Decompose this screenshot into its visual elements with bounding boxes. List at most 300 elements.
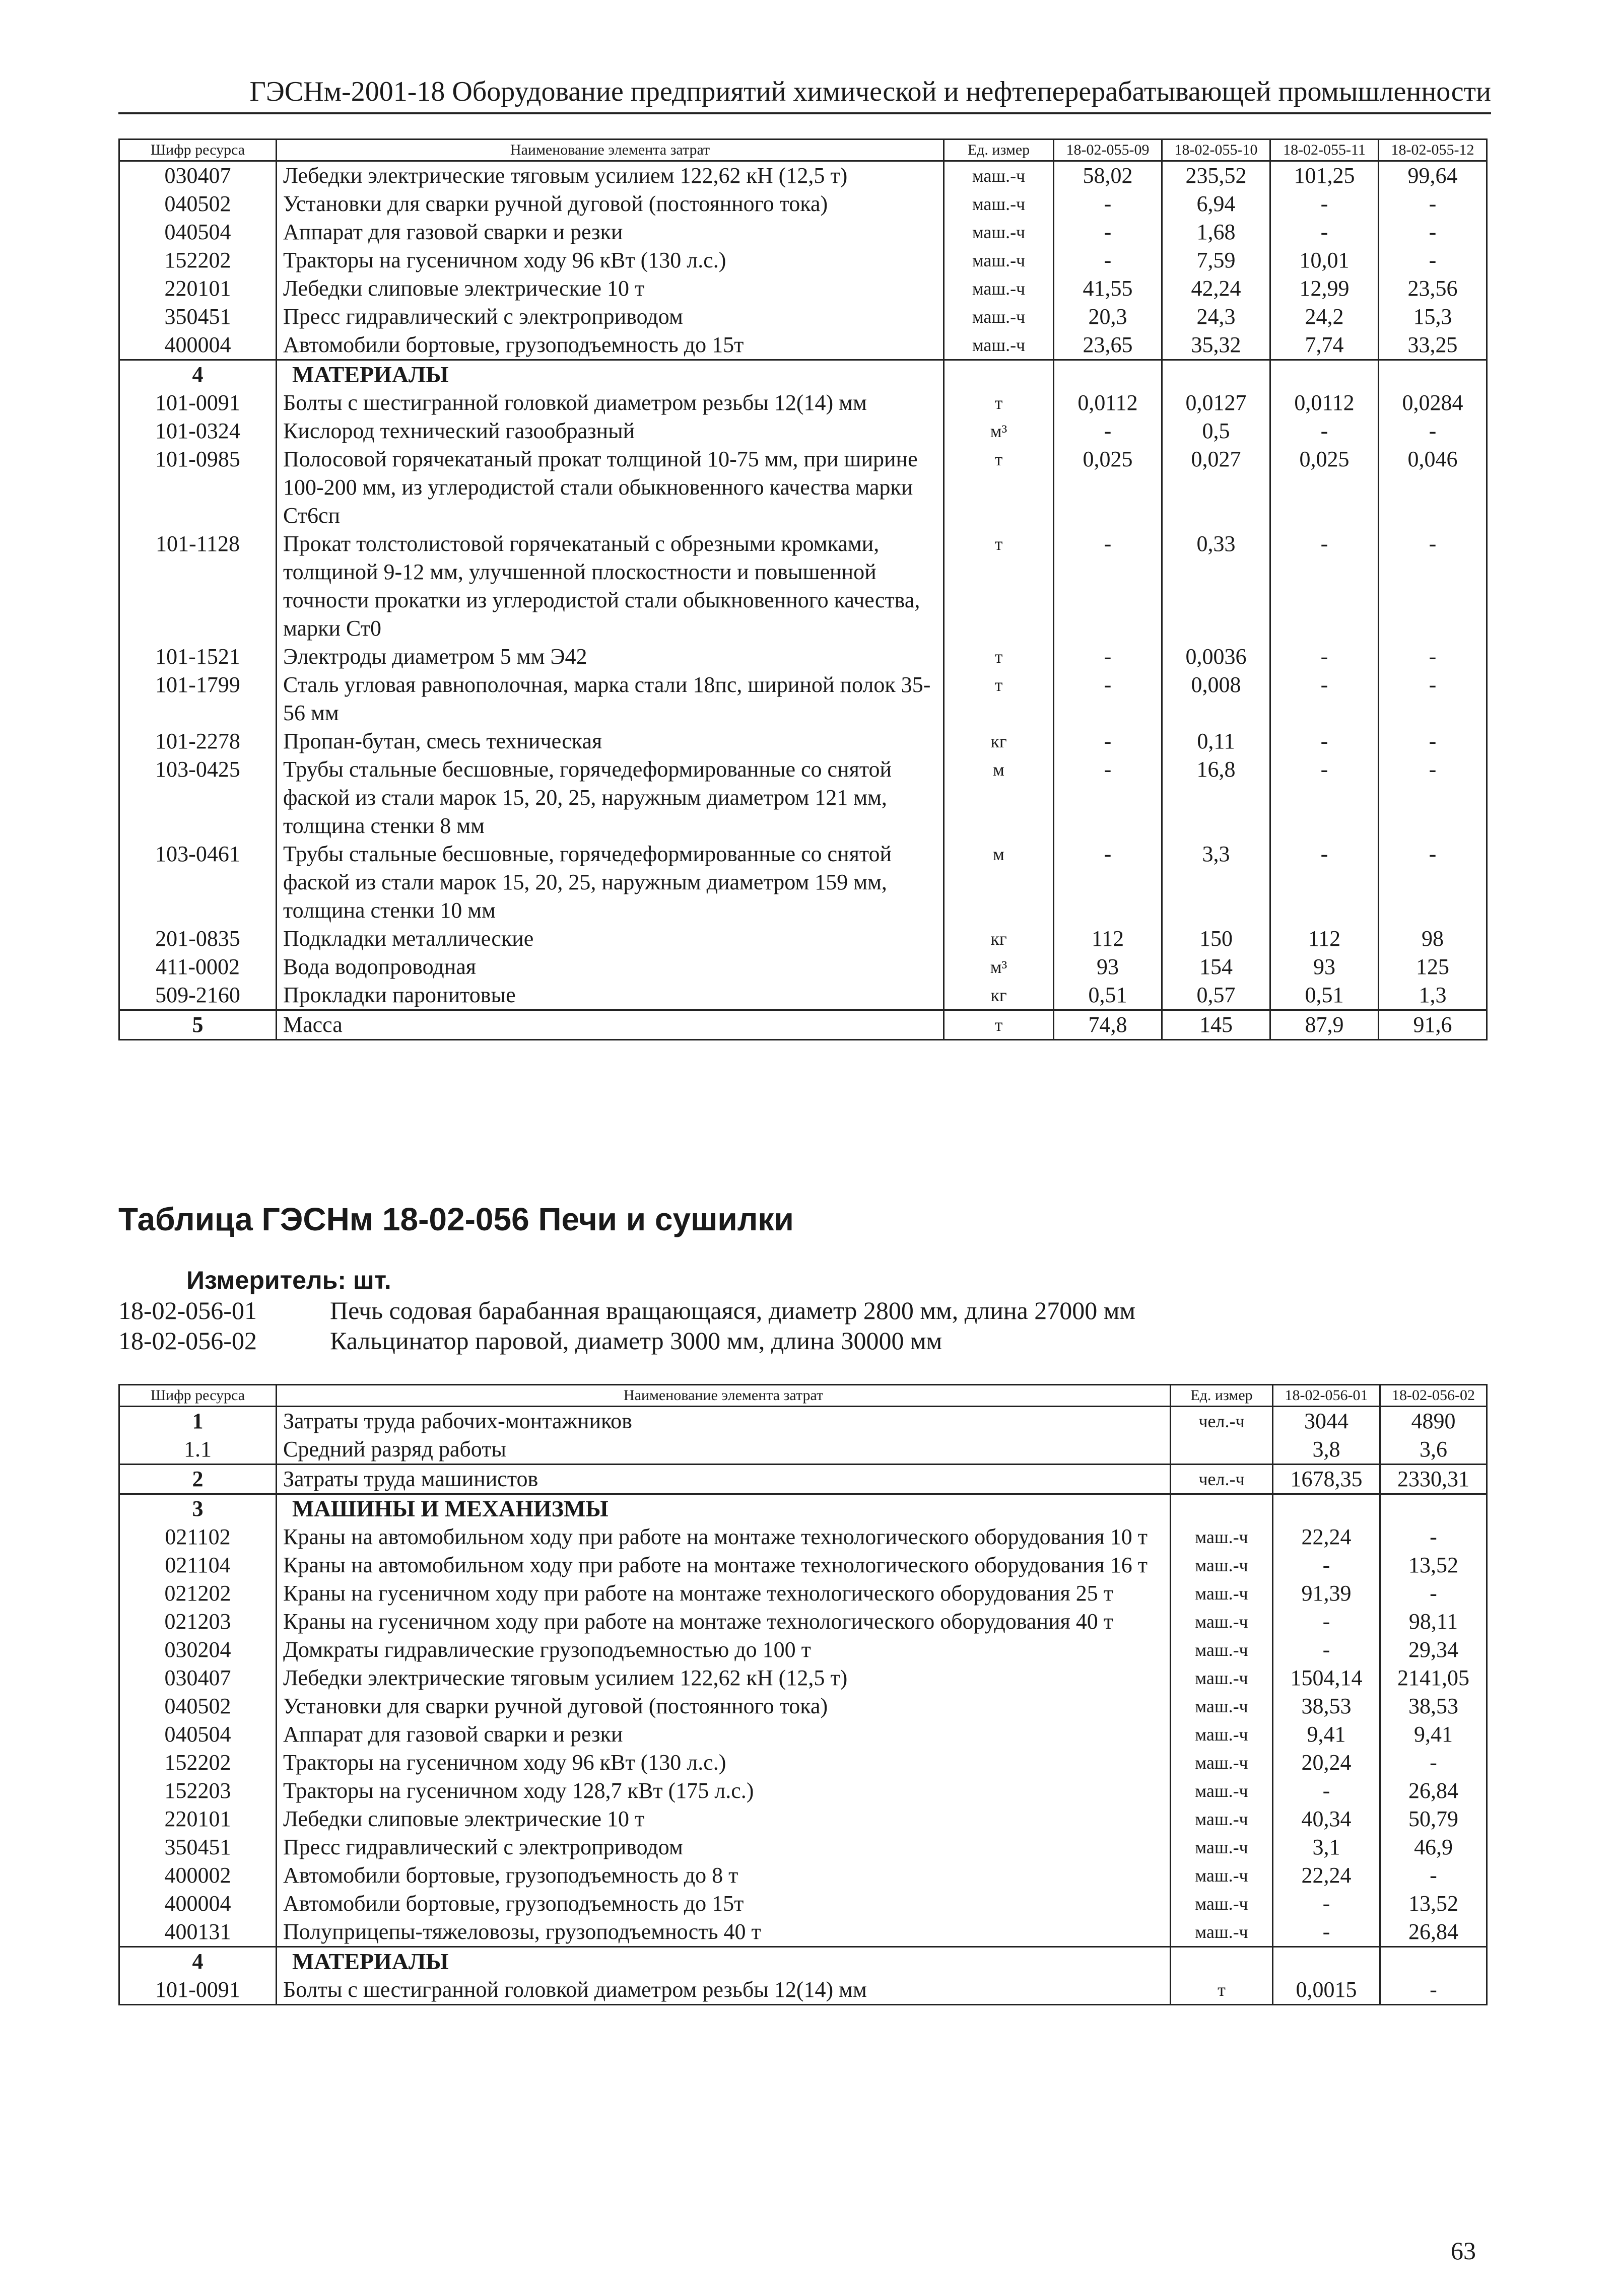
resource-name: Электроды диаметром 5 мм Э42 <box>277 643 944 671</box>
value-cell: - <box>1379 840 1487 925</box>
page-number: 63 <box>1451 2237 1476 2265</box>
resource-code: 152203 <box>119 1777 277 1805</box>
resource-name: Подкладки металлические <box>277 925 944 953</box>
resource-name: Аппарат для газовой сварки и резки <box>277 1720 1171 1749</box>
table-row <box>119 727 1487 755</box>
value-cell: - <box>1054 840 1162 925</box>
unit-cell: маш.-ч <box>1171 1777 1273 1805</box>
value-cell: 1678,35 <box>1273 1465 1380 1494</box>
resource-name: Сталь угловая равнополочная, марка стали 18пс, шириной полок 35-56 мм <box>277 671 944 727</box>
value-cell: - <box>1379 671 1487 727</box>
value-cell: - <box>1379 190 1487 218</box>
unit-cell: маш.-ч <box>944 331 1054 360</box>
resource-code: 220101 <box>119 274 277 303</box>
resource-code: 021202 <box>119 1579 277 1608</box>
unit-cell: м <box>944 840 1054 925</box>
value-cell: 3,6 <box>1380 1435 1487 1465</box>
value-cell: - <box>1270 840 1379 925</box>
value-cell: 0,046 <box>1379 445 1487 530</box>
resource-name: Трубы стальные бесшовные, горячедеформированные со снятой фаской из стали марок 15, 20, 25, наружным диаметром 121 мм, толщина стенки 8 мм <box>277 755 944 840</box>
resource-code: 030204 <box>119 1636 277 1664</box>
table-header-row <box>119 1385 1487 1407</box>
resource-name: Болты с шестигранной головкой диаметром резьбы 12(14) мм <box>277 1976 1171 2005</box>
value-cell: - <box>1379 417 1487 445</box>
resource-code: 350451 <box>119 1833 277 1861</box>
unit-cell: маш.-ч <box>1171 1664 1273 1692</box>
resource-name: Автомобили бортовые, грузоподъемность до 15т <box>277 1890 1171 1918</box>
unit-cell: м³ <box>944 953 1054 981</box>
value-cell: - <box>1054 417 1162 445</box>
section-row <box>119 1465 1487 1494</box>
resource-code: 1 <box>119 1407 277 1436</box>
unit-cell: маш.-ч <box>1171 1833 1273 1861</box>
table-row <box>119 671 1487 727</box>
value-cell: 1,68 <box>1162 218 1270 246</box>
section-row <box>119 1010 1487 1040</box>
table-row <box>119 1435 1487 1465</box>
resource-name: Болты с шестигранной головкой диаметром резьбы 12(14) мм <box>277 389 944 417</box>
value-cell: 22,24 <box>1273 1861 1380 1890</box>
header-rule <box>118 112 1491 114</box>
resource-code: 101-0324 <box>119 417 277 445</box>
resource-code: 101-0091 <box>119 1976 277 2005</box>
unit-cell: чел.-ч <box>1171 1465 1273 1494</box>
resource-code: 103-0461 <box>119 840 277 925</box>
table-row <box>119 331 1487 360</box>
unit-cell: т <box>944 643 1054 671</box>
table-header-row <box>119 140 1487 161</box>
value-cell: 9,41 <box>1273 1720 1380 1749</box>
value-cell: - <box>1270 190 1379 218</box>
value-cell <box>1273 1947 1380 1976</box>
unit-cell: т <box>944 530 1054 643</box>
unit-cell: кг <box>944 981 1054 1010</box>
table-row <box>119 1918 1487 1947</box>
value-cell: 29,34 <box>1380 1636 1487 1664</box>
resource-code: 400131 <box>119 1918 277 1947</box>
value-cell: 50,79 <box>1380 1805 1487 1833</box>
unit-cell: маш.-ч <box>1171 1692 1273 1720</box>
unit-cell <box>1171 1435 1273 1465</box>
resource-name: Полуприцепы-тяжеловозы, грузоподъемность 40 т <box>277 1918 1171 1947</box>
unit-cell: м³ <box>944 417 1054 445</box>
value-cell: 6,94 <box>1162 190 1270 218</box>
resource-name: Краны на автомобильном ходу при работе на монтаже технологического оборудования 16 т <box>277 1551 1171 1579</box>
value-cell: 0,027 <box>1162 445 1270 530</box>
value-cell: 26,84 <box>1380 1777 1487 1805</box>
resource-code: 040502 <box>119 190 277 218</box>
value-cell: 24,3 <box>1162 303 1270 331</box>
unit-cell: маш.-ч <box>944 303 1054 331</box>
resource-code: 350451 <box>119 303 277 331</box>
unit-cell: маш.-ч <box>1171 1551 1273 1579</box>
value-cell: 0,0015 <box>1273 1976 1380 2005</box>
value-cell: 74,8 <box>1054 1010 1162 1040</box>
section-title: МАТЕРИАЛЫ <box>277 360 944 389</box>
value-cell: 12,99 <box>1270 274 1379 303</box>
resource-code: 4 <box>119 1947 277 1976</box>
value-cell: 0,008 <box>1162 671 1270 727</box>
column-header: Шифр ресурса <box>119 1385 277 1407</box>
value-cell: 13,52 <box>1380 1551 1487 1579</box>
value-cell: 0,11 <box>1162 727 1270 755</box>
table-row <box>119 981 1487 1010</box>
value-cell: - <box>1273 1918 1380 1947</box>
resource-code: 152202 <box>119 246 277 274</box>
value-cell: - <box>1380 1976 1487 2005</box>
value-cell: 40,34 <box>1273 1805 1380 1833</box>
value-cell: 58,02 <box>1054 161 1162 190</box>
variant-line <box>118 1296 1135 1325</box>
value-cell <box>1379 360 1487 389</box>
value-cell: - <box>1054 643 1162 671</box>
section-title: МАШИНЫ И МЕХАНИЗМЫ <box>277 1494 1171 1523</box>
resource-code: 2 <box>119 1465 277 1494</box>
unit-cell <box>1171 1494 1273 1523</box>
table-title: Таблица ГЭСНм 18-02-056 Печи и сушилки <box>118 1201 794 1237</box>
value-cell: 3044 <box>1273 1407 1380 1436</box>
value-cell: - <box>1273 1777 1380 1805</box>
unit-cell: маш.-ч <box>1171 1861 1273 1890</box>
value-cell: 9,41 <box>1380 1720 1487 1749</box>
resource-code: 400004 <box>119 1890 277 1918</box>
variant-code: 18-02-056-01 <box>118 1296 257 1325</box>
table-row <box>119 1664 1487 1692</box>
value-cell <box>1162 360 1270 389</box>
unit-cell: маш.-ч <box>1171 1636 1273 1664</box>
value-cell: - <box>1270 530 1379 643</box>
resource-name: Домкраты гидравлические грузоподъемностью до 100 т <box>277 1636 1171 1664</box>
resource-name: Краны на автомобильном ходу при работе на монтаже технологического оборудования 10 т <box>277 1523 1171 1551</box>
resource-name: Трубы стальные бесшовные, горячедеформированные со снятой фаской из стали марок 15, 20, 25, наружным диаметром 159 мм, толщина стенки 10 мм <box>277 840 944 925</box>
resource-code: 101-1128 <box>119 530 277 643</box>
table-row <box>119 1720 1487 1749</box>
resource-name: Установки для сварки ручной дуговой (постоянного тока) <box>277 190 944 218</box>
unit-cell: маш.-ч <box>1171 1608 1273 1636</box>
section-title: МАТЕРИАЛЫ <box>277 1947 1171 1976</box>
resource-name: Тракторы на гусеничном ходу 96 кВт (130 л.с.) <box>277 1749 1171 1777</box>
value-cell: - <box>1380 1523 1487 1551</box>
resource-code: 101-1799 <box>119 671 277 727</box>
unit-cell <box>1171 1947 1273 1976</box>
value-cell: - <box>1379 218 1487 246</box>
unit-cell: маш.-ч <box>1171 1749 1273 1777</box>
value-cell: 0,5 <box>1162 417 1270 445</box>
value-cell: - <box>1270 755 1379 840</box>
section-row <box>119 1947 1487 1976</box>
value-cell: 7,59 <box>1162 246 1270 274</box>
unit-cell: маш.-ч <box>1171 1918 1273 1947</box>
value-cell: 16,8 <box>1162 755 1270 840</box>
value-cell: 0,33 <box>1162 530 1270 643</box>
table-row <box>119 953 1487 981</box>
value-cell: 15,3 <box>1379 303 1487 331</box>
resource-name: Краны на гусеничном ходу при работе на монтаже технологического оборудования 25 т <box>277 1579 1171 1608</box>
value-cell: 0,0036 <box>1162 643 1270 671</box>
table-row <box>119 643 1487 671</box>
table-row <box>119 925 1487 953</box>
resource-name: Затраты труда машинистов <box>277 1465 1171 1494</box>
table-row <box>119 218 1487 246</box>
table-row <box>119 303 1487 331</box>
unit-cell: маш.-ч <box>944 218 1054 246</box>
unit-cell: маш.-ч <box>944 161 1054 190</box>
value-cell: - <box>1054 671 1162 727</box>
value-cell: 46,9 <box>1380 1833 1487 1861</box>
unit-cell: маш.-ч <box>1171 1805 1273 1833</box>
table-row <box>119 161 1487 190</box>
resource-code: 030407 <box>119 1664 277 1692</box>
value-cell: - <box>1379 530 1487 643</box>
unit-cell: маш.-ч <box>944 246 1054 274</box>
value-cell: 112 <box>1270 925 1379 953</box>
column-header: Шифр ресурса <box>119 140 277 161</box>
unit-cell: маш.-ч <box>944 274 1054 303</box>
resource-code: 040502 <box>119 1692 277 1720</box>
unit-cell: маш.-ч <box>1171 1579 1273 1608</box>
resource-table-056 <box>118 1384 1488 2005</box>
resource-table-055 <box>118 138 1488 1040</box>
resource-code: 021104 <box>119 1551 277 1579</box>
unit-cell <box>944 360 1054 389</box>
table-row <box>119 1861 1487 1890</box>
resource-name: Автомобили бортовые, грузоподъемность до 8 т <box>277 1861 1171 1890</box>
value-cell: 1,3 <box>1379 981 1487 1010</box>
table-row <box>119 755 1487 840</box>
resource-code: 152202 <box>119 1749 277 1777</box>
resource-code: 030407 <box>119 161 277 190</box>
value-cell: - <box>1273 1551 1380 1579</box>
value-cell: 145 <box>1162 1010 1270 1040</box>
unit-cell: т <box>944 389 1054 417</box>
value-cell: 93 <box>1054 953 1162 981</box>
resource-code: 103-0425 <box>119 755 277 840</box>
unit-cell: т <box>1171 1976 1273 2005</box>
value-cell: - <box>1270 417 1379 445</box>
value-cell: - <box>1380 1579 1487 1608</box>
value-cell: 0,0112 <box>1054 389 1162 417</box>
resource-code: 101-1521 <box>119 643 277 671</box>
unit-cell: кг <box>944 727 1054 755</box>
unit-cell: м <box>944 755 1054 840</box>
value-cell: 20,24 <box>1273 1749 1380 1777</box>
value-cell: 0,51 <box>1270 981 1379 1010</box>
resource-name: Автомобили бортовые, грузоподъемность до 15т <box>277 331 944 360</box>
table-row <box>119 1777 1487 1805</box>
unit-cell: маш.-ч <box>1171 1720 1273 1749</box>
resource-name: Кислород технический газообразный <box>277 417 944 445</box>
value-cell: - <box>1273 1636 1380 1664</box>
table-row <box>119 445 1487 530</box>
value-cell <box>1380 1947 1487 1976</box>
resource-code: 411-0002 <box>119 953 277 981</box>
table-row <box>119 1833 1487 1861</box>
resource-name: Лебедки слиповые электрические 10 т <box>277 1805 1171 1833</box>
unit-cell: т <box>944 1010 1054 1040</box>
resource-name: Пропан-бутан, смесь техническая <box>277 727 944 755</box>
value-cell: - <box>1054 530 1162 643</box>
value-cell: 150 <box>1162 925 1270 953</box>
section-row <box>119 1407 1487 1436</box>
value-cell: 10,01 <box>1270 246 1379 274</box>
resource-code: 040504 <box>119 1720 277 1749</box>
value-cell: - <box>1379 727 1487 755</box>
table-row <box>119 1805 1487 1833</box>
value-cell: 0,0112 <box>1270 389 1379 417</box>
column-header: Ед. измер <box>1171 1385 1273 1407</box>
value-cell <box>1380 1494 1487 1523</box>
value-cell: 112 <box>1054 925 1162 953</box>
resource-code: 101-2278 <box>119 727 277 755</box>
unit-cell: т <box>944 671 1054 727</box>
value-cell: 20,3 <box>1054 303 1162 331</box>
table-row <box>119 1692 1487 1720</box>
value-cell: - <box>1054 218 1162 246</box>
value-cell: - <box>1273 1890 1380 1918</box>
table-row <box>119 1551 1487 1579</box>
column-header: 18-02-055-10 <box>1162 140 1270 161</box>
column-header: 18-02-056-01 <box>1273 1385 1380 1407</box>
value-cell: 125 <box>1379 953 1487 981</box>
value-cell: 99,64 <box>1379 161 1487 190</box>
column-header: 18-02-055-12 <box>1379 140 1487 161</box>
value-cell: 38,53 <box>1380 1692 1487 1720</box>
resource-name: Прокладки паронитовые <box>277 981 944 1010</box>
unit-cell: чел.-ч <box>1171 1407 1273 1436</box>
value-cell: - <box>1380 1749 1487 1777</box>
resource-name: Лебедки слиповые электрические 10 т <box>277 274 944 303</box>
table-row <box>119 417 1487 445</box>
resource-code: 021102 <box>119 1523 277 1551</box>
table-row <box>119 1608 1487 1636</box>
value-cell: 41,55 <box>1054 274 1162 303</box>
resource-code: 3 <box>119 1494 277 1523</box>
table-row <box>119 1636 1487 1664</box>
value-cell: 98 <box>1379 925 1487 953</box>
value-cell: 91,6 <box>1379 1010 1487 1040</box>
value-cell: - <box>1273 1608 1380 1636</box>
resource-name: Краны на гусеничном ходу при работе на монтаже технологического оборудования 40 т <box>277 1608 1171 1636</box>
resource-name: Затраты труда рабочих-монтажников <box>277 1407 1171 1436</box>
value-cell: 22,24 <box>1273 1523 1380 1551</box>
value-cell: 3,1 <box>1273 1833 1380 1861</box>
resource-name: Пресс гидравлический с электроприводом <box>277 303 944 331</box>
value-cell: - <box>1054 190 1162 218</box>
value-cell: - <box>1270 218 1379 246</box>
meter-label: Измеритель: шт. <box>186 1266 391 1294</box>
value-cell: 235,52 <box>1162 161 1270 190</box>
value-cell: 87,9 <box>1270 1010 1379 1040</box>
resource-name: Тракторы на гусеничном ходу 128,7 кВт (175 л.с.) <box>277 1777 1171 1805</box>
resource-name: Вода водопроводная <box>277 953 944 981</box>
value-cell: - <box>1054 727 1162 755</box>
value-cell: 13,52 <box>1380 1890 1487 1918</box>
column-header: Наименование элемента затрат <box>277 140 944 161</box>
resource-name: Лебедки электрические тяговым усилием 122,62 кН (12,5 т) <box>277 161 944 190</box>
column-header: Наименование элемента затрат <box>277 1385 1171 1407</box>
unit-cell: маш.-ч <box>1171 1890 1273 1918</box>
resource-name: Масса <box>277 1010 944 1040</box>
value-cell: 26,84 <box>1380 1918 1487 1947</box>
resource-code: 101-0091 <box>119 389 277 417</box>
value-cell: - <box>1270 671 1379 727</box>
table-row <box>119 190 1487 218</box>
value-cell: - <box>1054 755 1162 840</box>
value-cell: 0,57 <box>1162 981 1270 1010</box>
resource-name: Средний разряд работы <box>277 1435 1171 1465</box>
variant-line <box>118 1326 942 1355</box>
resource-name: Тракторы на гусеничном ходу 96 кВт (130 л.с.) <box>277 246 944 274</box>
resource-code: 1.1 <box>119 1435 277 1465</box>
table-row <box>119 530 1487 643</box>
value-cell: 0,51 <box>1054 981 1162 1010</box>
resource-code: 021203 <box>119 1608 277 1636</box>
value-cell: 33,25 <box>1379 331 1487 360</box>
value-cell <box>1054 360 1162 389</box>
unit-cell: т <box>944 445 1054 530</box>
value-cell <box>1270 360 1379 389</box>
table-row <box>119 389 1487 417</box>
value-cell: 7,74 <box>1270 331 1379 360</box>
value-cell: 3,3 <box>1162 840 1270 925</box>
value-cell: 91,39 <box>1273 1579 1380 1608</box>
value-cell: - <box>1270 643 1379 671</box>
value-cell: 23,65 <box>1054 331 1162 360</box>
value-cell: 23,56 <box>1379 274 1487 303</box>
value-cell: 0,0127 <box>1162 389 1270 417</box>
resource-name: Прокат толстолистовой горячекатаный с обрезными кромками, толщиной 9-12 мм, улучшенной плоскостности и повышенной точности прокатки из углеродистой стали обыкновенного качества, марки Ст0 <box>277 530 944 643</box>
section-row <box>119 1494 1487 1523</box>
resource-code: 509-2160 <box>119 981 277 1010</box>
value-cell: 1504,14 <box>1273 1664 1380 1692</box>
unit-cell: кг <box>944 925 1054 953</box>
value-cell: 98,11 <box>1380 1608 1487 1636</box>
table-row <box>119 1890 1487 1918</box>
value-cell: 93 <box>1270 953 1379 981</box>
value-cell: 0,025 <box>1270 445 1379 530</box>
variant-description: Печь содовая барабанная вращающаяся, диаметр 2800 мм, длина 27000 мм <box>330 1296 1136 1325</box>
resource-code: 201-0835 <box>119 925 277 953</box>
resource-name: Аппарат для газовой сварки и резки <box>277 218 944 246</box>
value-cell: 4890 <box>1380 1407 1487 1436</box>
column-header: 18-02-055-09 <box>1054 140 1162 161</box>
value-cell: 35,32 <box>1162 331 1270 360</box>
value-cell: - <box>1054 246 1162 274</box>
running-header: ГЭСНм-2001-18 Оборудование предприятий химической и нефтеперерабатывающей промышленности <box>249 76 1491 107</box>
value-cell: 101,25 <box>1270 161 1379 190</box>
table-row <box>119 1976 1487 2005</box>
column-header: Ед. измер <box>944 140 1054 161</box>
value-cell: 3,8 <box>1273 1435 1380 1465</box>
value-cell: 0,0284 <box>1379 389 1487 417</box>
value-cell: 2330,31 <box>1380 1465 1487 1494</box>
resource-name: Лебедки электрические тяговым усилием 122,62 кН (12,5 т) <box>277 1664 1171 1692</box>
resource-code: 4 <box>119 360 277 389</box>
value-cell: 0,025 <box>1054 445 1162 530</box>
resource-code: 400002 <box>119 1861 277 1890</box>
unit-cell: маш.-ч <box>1171 1523 1273 1551</box>
table-row <box>119 840 1487 925</box>
resource-code: 400004 <box>119 331 277 360</box>
value-cell: - <box>1379 755 1487 840</box>
variant-description: Кальцинатор паровой, диаметр 3000 мм, длина 30000 мм <box>330 1327 942 1355</box>
value-cell: 42,24 <box>1162 274 1270 303</box>
value-cell: - <box>1380 1861 1487 1890</box>
resource-name: Пресс гидравлический с электроприводом <box>277 1833 1171 1861</box>
variant-code: 18-02-056-02 <box>118 1327 257 1355</box>
value-cell: - <box>1379 643 1487 671</box>
resource-name: Установки для сварки ручной дуговой (постоянного тока) <box>277 1692 1171 1720</box>
